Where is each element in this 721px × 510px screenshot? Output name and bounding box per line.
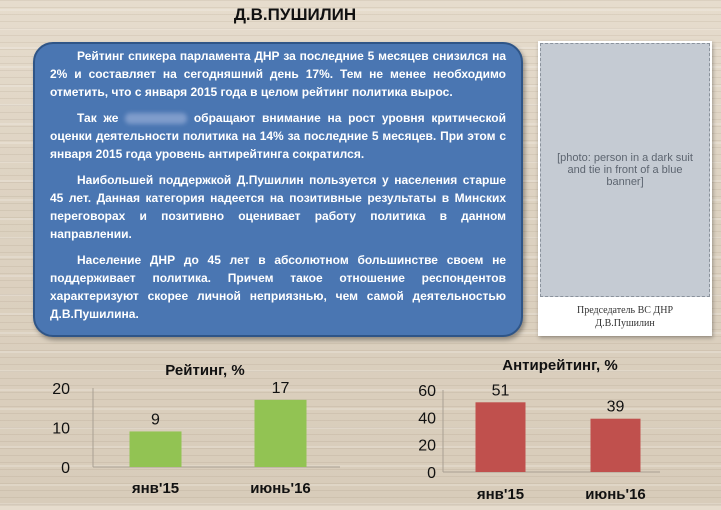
x-tick-label: янв'15 [476, 486, 525, 503]
y-tick-label: 10 [52, 420, 70, 438]
y-tick-label: 0 [427, 465, 436, 482]
bar [130, 431, 182, 467]
paragraph-critical: Так же обращают внимание на рост уровня критической оценки деятельности политика на 14% за последние 5 месяцев. При этом с января 2015 года уровень антирейтинга сократился. [50, 111, 507, 161]
paragraph-population: Население ДНР до 45 лет в абсолютном большинстве своем не поддерживает политика. Причем такое отношение респондентов характеризуют скорее личной неприязнью, чем самой деятельностью Д.В.Пушилина. [50, 253, 506, 321]
x-tick-label: июнь'16 [585, 486, 646, 503]
info-textbox [33, 42, 523, 337]
y-tick-label: 0 [61, 460, 70, 477]
bar [591, 419, 641, 472]
antirating-chart [370, 350, 721, 505]
data-label: 9 [151, 411, 160, 429]
caption-name: Д.В.Пушилин [595, 318, 655, 329]
x-tick-label: янв'15 [131, 480, 180, 497]
portrait-photo: [photo: person in a dark suit and tie in front of a blue banner] [540, 43, 710, 297]
chart-title: Рейтинг, % [165, 362, 245, 379]
data-label: 39 [606, 398, 625, 416]
y-tick-label: 60 [418, 383, 436, 400]
x-tick-label: июнь'16 [250, 480, 311, 497]
y-tick-label: 40 [418, 410, 436, 428]
blurred-text [125, 113, 187, 124]
chart-svg [370, 350, 721, 505]
bar [476, 402, 526, 472]
data-label: 17 [271, 379, 290, 397]
chart-title: Антирейтинг, % [502, 357, 618, 374]
page-title: Д.В.ПУШИЛИН [233, 5, 357, 24]
data-label: 51 [491, 382, 510, 400]
bar [255, 400, 307, 467]
rating-chart [0, 350, 360, 505]
portrait-frame [538, 41, 712, 336]
caption-title: Председатель ВС ДНР [576, 305, 674, 316]
paragraph-rating: Рейтинг спикера парламента ДНР за последние 5 месяцев снизился на 2% и составляет на сегодняшний день 17%. Тем не менее необходимо отметить, что с января 2015 года в целом рейтинг политика вырос. [50, 49, 506, 99]
photo-caption [538, 304, 712, 330]
y-tick-label: 20 [52, 381, 70, 398]
paragraph-support: Наибольшей поддержкой Д.Пушилин пользуется у населения старше 45 лет. Данная категория надеется на позитивные результаты в Минских переговорах и позитивно оценивает работу политика в данном направлении. [50, 173, 506, 241]
chart-svg [0, 350, 360, 505]
y-tick-label: 20 [418, 437, 436, 455]
